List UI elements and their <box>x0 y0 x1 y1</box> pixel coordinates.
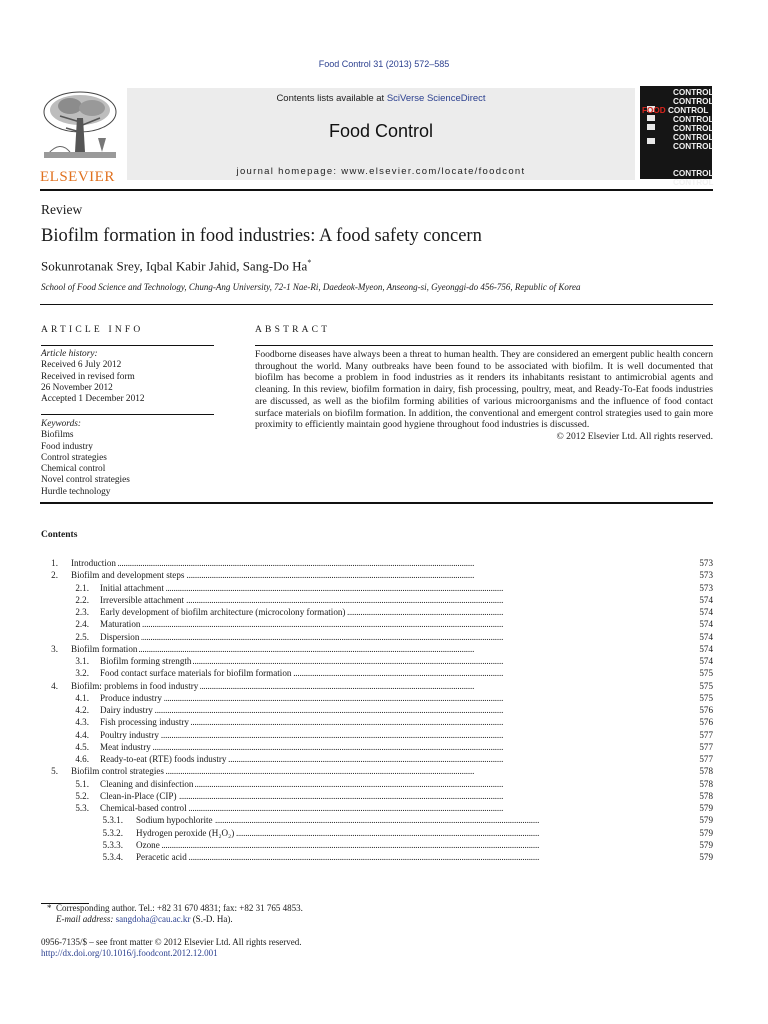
toc-entry-page: 575 <box>699 692 713 703</box>
toc-entry-title: Biofilm: problems in food industry <box>71 680 199 691</box>
keyword-item: Hurdle technology <box>41 486 111 497</box>
cover-line: CONTROL <box>673 133 714 142</box>
toc-dot-leader <box>100 729 699 741</box>
contents-available-line <box>127 93 635 104</box>
toc-entry-number: 5.3.1. <box>102 815 123 826</box>
toc-entry[interactable] <box>0 716 713 728</box>
toc-entry-number: 4.3. <box>75 717 89 728</box>
toc-entry[interactable] <box>0 569 713 581</box>
keywords-label: Keywords: <box>41 419 81 429</box>
toc-entry-number: 2.2. <box>75 594 89 605</box>
elsevier-tree-icon <box>40 88 120 162</box>
toc-entry-page: 575 <box>699 668 713 679</box>
toc-entry[interactable] <box>0 765 713 777</box>
toc-entry-page: 573 <box>699 582 713 593</box>
keywords-list <box>41 419 216 498</box>
author-affiliation: School of Food Science and Technology, Chung-Ang University, 72-1 Nae-Ri, Daedeok-Myeon, Anseong-si, Gyeonggi-do 456-756, Republic of Korea <box>41 282 581 292</box>
email-link[interactable]: sangdoha@cau.ac.kr <box>115 914 191 924</box>
toc-entry[interactable] <box>0 778 713 790</box>
contents-heading: Contents <box>41 530 78 540</box>
footnote-text: Corresponding author. Tel.: +82 31 670 4831; fax: +82 31 765 4853. <box>56 903 303 913</box>
toc-entry-number: 2.1. <box>75 582 89 593</box>
toc-entry-title: Sodium hypochlorite <box>136 815 213 826</box>
toc-entry[interactable] <box>0 704 713 716</box>
toc-entry[interactable] <box>0 582 713 594</box>
toc-entry[interactable] <box>0 839 713 851</box>
toc-entry-number: 4.4. <box>75 729 89 740</box>
toc-entry-page: 579 <box>699 852 713 862</box>
toc-dot-leader <box>136 814 699 826</box>
keyword-item: Biofilms <box>41 430 74 441</box>
toc-entry[interactable] <box>0 753 713 765</box>
toc-entry-number: 5.3. <box>75 803 89 813</box>
header-rule <box>40 189 713 191</box>
toc-entry[interactable] <box>0 557 713 569</box>
toc-dot-leader <box>100 594 699 606</box>
toc-entry[interactable] <box>0 802 713 814</box>
sciencedirect-link[interactable]: SciVerse ScienceDirect <box>386 93 486 104</box>
toc-entry-page: 576 <box>699 705 713 715</box>
toc-entry[interactable] <box>0 680 713 692</box>
toc-entry[interactable] <box>0 790 713 802</box>
toc-entry-page: 577 <box>699 754 713 764</box>
email-label: E-mail address: <box>56 914 114 924</box>
table-of-contents <box>0 557 713 869</box>
toc-entry[interactable] <box>0 594 713 606</box>
keywords-rule <box>41 414 214 415</box>
toc-entry-title: Dispersion <box>100 631 140 642</box>
toc-entry-page: 574 <box>699 607 713 617</box>
toc-entry-page: 574 <box>699 594 713 605</box>
toc-entry-title: Dairy industry <box>100 705 153 715</box>
abstract-bottom-rule <box>40 502 713 504</box>
toc-entry-number: 4.2. <box>75 705 89 715</box>
history-item: 26 November 2012 <box>41 382 113 393</box>
toc-entry-title: Poultry industry <box>100 729 159 740</box>
abstract-text: Foodborne diseases have always been a threat to human health. They are considered an emergent public health concern throughout the world. Many outbreaks have been found to be associated with biofilm. It is well documented that biofilm has become a problem in food industries as it renders its inhabitants resistant to antimicrobial agents and cleaning. In this review, biofilm formation in dairy, fish processing, poultry, meat, and Ready-To-Eat foods industries are discussed, as well as the biofilm forming abilities of various microorganisms and the influence of food contact surface materials on biofilm formation. In addition, the conventional and emergent control strategies used to gain more proximity to efficiently maintain good hygiene throughout food industries is discussed. <box>255 349 713 431</box>
toc-entry-number: 1. <box>51 558 58 568</box>
cover-line: CONTROL <box>673 178 714 187</box>
toc-dot-leader <box>71 643 699 655</box>
toc-entry-title: Ready-to-eat (RTE) foods industry <box>100 754 227 764</box>
corresponding-author-note <box>47 903 303 914</box>
front-matter <box>41 937 302 959</box>
cover-line: CONTROL <box>673 88 714 97</box>
email-note <box>47 914 303 925</box>
toc-entry-title: Produce industry <box>100 692 162 703</box>
history-item: Received in revised form <box>41 371 135 382</box>
toc-dot-leader <box>100 582 699 594</box>
toc-entry-page: 579 <box>699 839 713 850</box>
email-suffix: (S.-D. Ha). <box>192 914 233 924</box>
toc-entry-number: 2.3. <box>75 607 89 617</box>
toc-entry[interactable] <box>0 655 713 667</box>
toc-dot-leader <box>100 618 699 630</box>
toc-entry-title: Clean-in-Place (CIP) <box>100 790 177 801</box>
toc-entry-number: 3.1. <box>75 656 89 666</box>
toc-entry-title: Irreversible attachment <box>100 594 185 605</box>
toc-entry-page: 574 <box>699 631 713 642</box>
abstract-heading: ABSTRACT <box>255 325 331 335</box>
toc-entry-page: 578 <box>699 766 713 777</box>
toc-entry-title: Peracetic acid <box>136 852 187 862</box>
toc-dot-leader <box>100 631 699 643</box>
toc-entry-number: 3.2. <box>75 668 89 679</box>
abstract-rule <box>255 345 713 346</box>
toc-entry-page: 573 <box>699 558 713 568</box>
toc-entry-number: 5.3.3. <box>102 839 123 850</box>
toc-entry[interactable] <box>0 814 713 826</box>
article-type: Review <box>41 202 83 217</box>
toc-entry-title: Biofilm and development steps <box>71 570 185 581</box>
toc-entry-page: 577 <box>699 729 713 740</box>
contents-prefix: Contents lists available at <box>276 93 387 104</box>
toc-entry[interactable] <box>0 827 713 839</box>
toc-entry-number: 5. <box>51 766 58 777</box>
toc-entry-title: Initial attachment <box>100 582 164 593</box>
cover-line: CONTROL <box>673 124 714 133</box>
cover-line: CONTROL <box>673 142 714 151</box>
keyword-item: Control strategies <box>41 452 107 463</box>
toc-dot-leader <box>136 851 699 863</box>
toc-entry[interactable] <box>0 741 713 753</box>
toc-entry-title: Biofilm control strategies <box>71 766 164 777</box>
toc-entry-page: 577 <box>699 741 713 752</box>
cover-line: CONTROL <box>673 169 714 178</box>
cover-red-word: FOOD <box>642 106 666 115</box>
toc-entry-title: Biofilm forming strength <box>100 656 192 666</box>
toc-entry[interactable] <box>0 606 713 618</box>
toc-entry-page: 574 <box>699 619 713 630</box>
toc-entry-page: 574 <box>699 656 713 666</box>
toc-entry-number: 4.6. <box>75 754 89 764</box>
toc-dot-leader <box>136 839 699 851</box>
history-label: Article history: <box>41 349 98 359</box>
abstract-copyright: © 2012 Elsevier Ltd. All rights reserved. <box>556 430 713 442</box>
article-history <box>41 349 216 405</box>
toc-entry-title: Early development of biofilm architecture (microcolony formation) <box>100 607 346 617</box>
journal-citation[interactable]: Food Control 31 (2013) 572–585 <box>318 59 450 69</box>
toc-dot-leader <box>100 802 699 814</box>
toc-entry[interactable] <box>0 631 713 643</box>
toc-entry-number: 5.3.2. <box>102 827 123 838</box>
toc-entry-number: 3. <box>51 643 58 654</box>
toc-entry-title: Food contact surface materials for biofilm formation <box>100 668 292 679</box>
toc-entry-number: 5.1. <box>75 778 89 789</box>
toc-entry-page: 578 <box>699 790 713 801</box>
journal-header <box>127 88 635 180</box>
toc-entry[interactable] <box>0 667 713 679</box>
toc-entry-page: 573 <box>699 570 713 581</box>
issn-line: 0956-7135/$ – see front matter © 2012 Elsevier Ltd. All rights reserved. <box>41 937 302 947</box>
journal-cover-image <box>640 86 714 187</box>
toc-entry-page: 578 <box>699 778 713 789</box>
abstract-body <box>255 349 713 443</box>
toc-entry-page: 579 <box>699 827 713 838</box>
toc-entry-title: Hydrogen peroxide (H₂O₂) <box>136 827 235 838</box>
toc-entry-number: 2. <box>51 570 58 581</box>
toc-entry-title: Meat industry <box>100 741 151 752</box>
toc-entry-page: 579 <box>699 803 713 813</box>
toc-entry-title: Ozone <box>136 839 160 850</box>
history-item: Received 6 July 2012 <box>41 360 122 371</box>
toc-entry[interactable] <box>0 692 713 704</box>
toc-entry-number: 4. <box>51 680 58 691</box>
toc-entry-title: Biofilm formation <box>71 643 138 654</box>
elsevier-wordmark: ELSEVIER <box>40 169 115 185</box>
toc-entry-title: Cleaning and disinfection <box>100 778 194 789</box>
toc-entry[interactable] <box>0 851 713 863</box>
journal-homepage[interactable]: journal homepage: www.elsevier.com/locate/foodcont <box>236 166 526 177</box>
corresponding-author-mark[interactable]: * <box>307 258 312 267</box>
article-authors <box>41 258 311 274</box>
cover-line: CONTROL <box>673 115 714 124</box>
toc-entry-page: 576 <box>699 717 713 728</box>
toc-entry-number: 2.5. <box>75 631 89 642</box>
publisher-logo <box>40 88 125 185</box>
footnote-mark: * <box>47 903 52 913</box>
toc-entry-title: Introduction <box>71 558 116 568</box>
article-info-rule <box>41 345 214 346</box>
toc-entry-page: 574 <box>699 643 713 654</box>
keyword-item: Novel control strategies <box>41 475 130 486</box>
toc-dot-leader <box>100 704 699 716</box>
footnote <box>47 903 303 925</box>
toc-entry-page: 575 <box>699 680 713 691</box>
article-info-heading: ARTICLE INFO <box>41 325 144 335</box>
doi-link[interactable]: http://dx.doi.org/10.1016/j.foodcont.2012.12.001 <box>41 948 218 958</box>
toc-entry-title: Maturation <box>100 619 141 630</box>
toc-entry-number: 4.5. <box>75 741 89 752</box>
affiliation-rule <box>40 304 713 305</box>
author-names: Sokunrotanak Srey, Iqbal Kabir Jahid, Sang-Do Ha <box>41 258 308 274</box>
toc-entry-title: Fish processing industry <box>100 717 189 728</box>
toc-entry-page: 579 <box>699 815 713 826</box>
keyword-item: Food industry <box>41 441 93 452</box>
keyword-item: Chemical control <box>41 464 106 475</box>
toc-entry[interactable] <box>0 643 713 655</box>
toc-entry-number: 5.3.4. <box>102 852 123 862</box>
article-title: Biofilm formation in food industries: A food safety concern <box>41 226 482 246</box>
toc-entry[interactable] <box>0 729 713 741</box>
toc-entry-title: Chemical-based control <box>100 803 187 813</box>
cover-line: CONTROL <box>673 97 714 106</box>
toc-dot-leader <box>100 692 699 704</box>
cover-text <box>642 88 714 187</box>
history-item: Accepted 1 December 2012 <box>41 394 145 405</box>
toc-entry-number: 2.4. <box>75 619 89 630</box>
toc-dot-leader <box>100 741 699 753</box>
cover-line-highlight: FOOD CONTROL <box>642 106 709 115</box>
toc-dot-leader <box>100 790 699 802</box>
toc-dot-leader <box>71 557 699 569</box>
toc-entry-number: 5.2. <box>75 790 89 801</box>
journal-name: Food Control <box>328 121 434 141</box>
toc-entry[interactable] <box>0 618 713 630</box>
toc-entry-number: 4.1. <box>75 692 89 703</box>
